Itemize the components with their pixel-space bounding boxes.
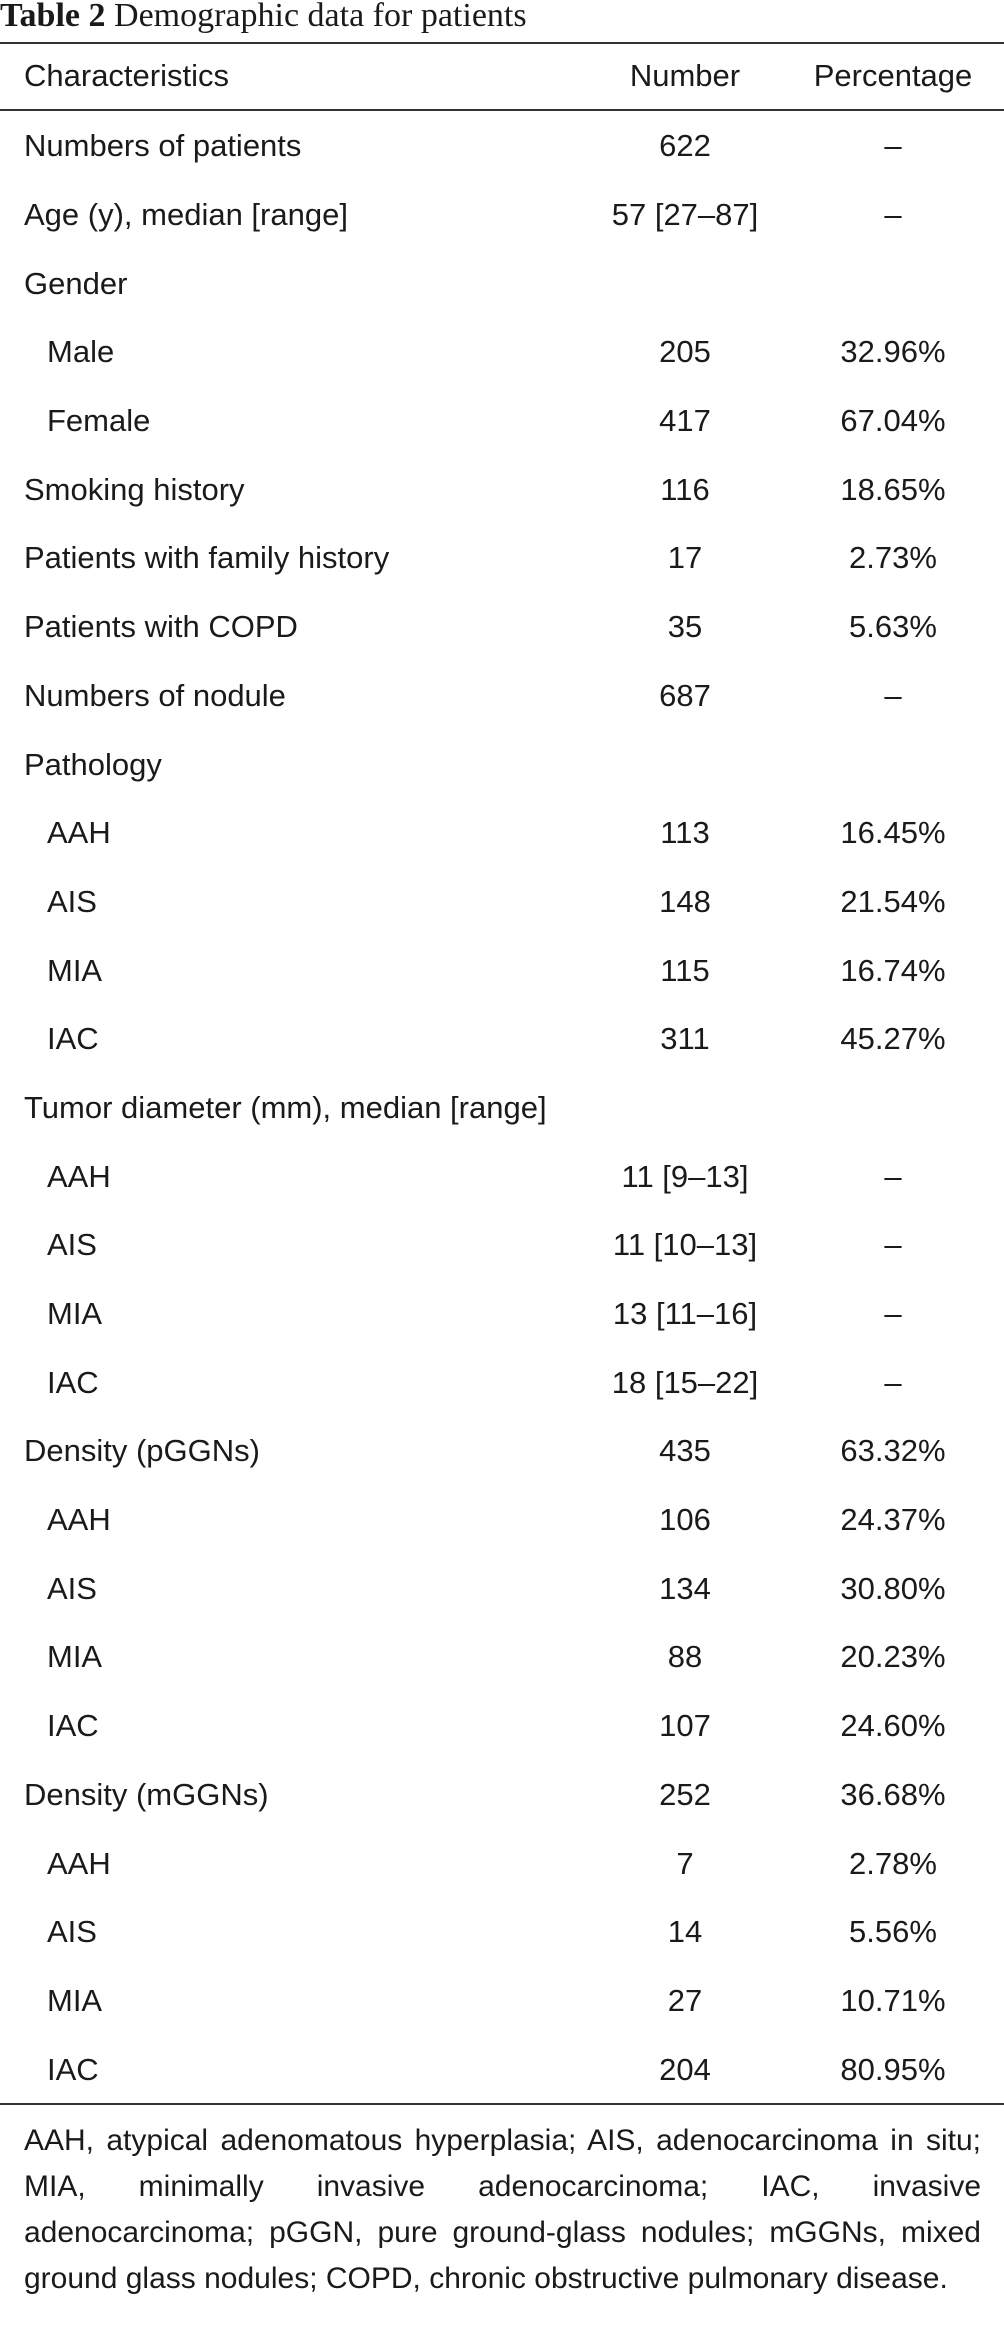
table-header-rule xyxy=(0,109,1004,111)
table-row xyxy=(0,387,1004,456)
row-characteristic: AIS xyxy=(47,1914,97,1950)
row-number: 106 xyxy=(659,1502,711,1538)
table-row xyxy=(0,1005,1004,1074)
header-characteristics: Characteristics xyxy=(24,58,229,93)
row-number xyxy=(560,1074,810,1143)
table-row xyxy=(0,112,1004,181)
row-characteristic: Pathology xyxy=(24,746,162,782)
table-caption-title: Demographic data for patients xyxy=(114,0,527,34)
row-percentage: 10.71% xyxy=(840,1982,946,2018)
row-percentage: 24.60% xyxy=(840,1708,946,1744)
row-number xyxy=(560,249,810,318)
table-row xyxy=(0,181,1004,250)
table-footnote: AAH, atypical adenomatous hyperplasia; AIS, adenocarcinoma in situ; MIA, minimally invasive adenocarcinoma; IAC, invasive adenocarcinoma; pGGN, pure ground-glass nodules; mGGNs, mixed ground glass nodules; COPD, chronic obstructive pulmonary disease. xyxy=(24,2124,981,2295)
table-row xyxy=(0,1623,1004,1692)
row-characteristic: IAC xyxy=(47,1708,99,1744)
row-number: 17 xyxy=(667,540,703,576)
row-characteristic: Age (y), median [range] xyxy=(24,197,348,233)
table-row xyxy=(0,593,1004,662)
table-row xyxy=(0,1898,1004,1967)
row-characteristic: AAH xyxy=(47,1845,111,1881)
table-row xyxy=(0,2035,1004,2104)
row-characteristic: IAC xyxy=(47,1364,99,1400)
table-caption-label: Table 2 xyxy=(0,0,106,34)
row-percentage: – xyxy=(884,128,902,164)
row-characteristic: Density (mGGNs) xyxy=(24,1776,269,1812)
row-number: 88 xyxy=(667,1639,703,1675)
row-number: 116 xyxy=(660,471,710,507)
row-percentage: – xyxy=(884,197,902,233)
row-characteristic: Numbers of nodule xyxy=(24,677,286,713)
row-characteristic: Patients with family history xyxy=(24,540,390,576)
row-percentage: 20.23% xyxy=(840,1639,946,1675)
header-percentage: Percentage xyxy=(813,58,973,93)
row-number: 622 xyxy=(659,128,711,164)
row-characteristic: MIA xyxy=(47,1639,103,1675)
row-number: 311 xyxy=(660,1021,710,1057)
row-characteristic: Male xyxy=(47,334,115,370)
table-row xyxy=(0,1280,1004,1349)
row-characteristic: MIA xyxy=(47,1296,103,1332)
table-bottom-rule xyxy=(0,2103,1004,2105)
table-row xyxy=(0,1486,1004,1555)
row-percentage: – xyxy=(884,1296,902,1332)
row-characteristic: Patients with COPD xyxy=(24,609,298,645)
row-characteristic: IAC xyxy=(47,1021,99,1057)
row-percentage: 80.95% xyxy=(840,2051,946,2087)
table-row xyxy=(0,1142,1004,1211)
row-percentage xyxy=(790,1074,996,1143)
row-percentage: – xyxy=(884,1227,902,1263)
row-percentage: – xyxy=(884,677,902,713)
row-number: 57 [27–87] xyxy=(611,197,759,233)
table-row xyxy=(0,868,1004,937)
row-number: 252 xyxy=(659,1776,711,1812)
table-row xyxy=(0,1074,1004,1143)
row-percentage: 5.63% xyxy=(849,609,937,645)
table-row xyxy=(0,1692,1004,1761)
row-percentage: 2.73% xyxy=(849,540,937,576)
row-number xyxy=(560,730,810,799)
table-row xyxy=(0,249,1004,318)
row-percentage: 24.37% xyxy=(840,1502,946,1538)
row-characteristic: IAC xyxy=(47,2051,99,2087)
table-row xyxy=(0,318,1004,387)
row-percentage: 32.96% xyxy=(840,334,946,370)
row-percentage: 45.27% xyxy=(840,1021,946,1057)
row-percentage: 18.65% xyxy=(840,471,946,507)
row-number: 148 xyxy=(659,883,711,919)
table-row xyxy=(0,662,1004,731)
table-row xyxy=(0,455,1004,524)
row-percentage: 16.45% xyxy=(840,815,946,851)
row-number: 204 xyxy=(659,2051,711,2087)
row-number: 687 xyxy=(659,677,711,713)
row-percentage: 67.04% xyxy=(840,403,946,439)
table-body xyxy=(0,112,1004,2104)
table-row xyxy=(0,1211,1004,1280)
row-characteristic: MIA xyxy=(47,1982,103,2018)
row-number: 13 [11–16] xyxy=(612,1296,758,1332)
row-percentage: 2.78% xyxy=(849,1845,937,1881)
row-characteristic: AAH xyxy=(47,815,111,851)
table-row xyxy=(0,1554,1004,1623)
row-number: 11 [10–13] xyxy=(612,1227,758,1263)
row-characteristic: AIS xyxy=(47,1570,97,1606)
row-number: 11 [9–13] xyxy=(621,1158,749,1194)
row-percentage: – xyxy=(884,1364,902,1400)
row-number: 7 xyxy=(676,1845,694,1881)
row-characteristic: Female xyxy=(47,403,151,439)
row-percentage: – xyxy=(884,1158,902,1194)
row-number: 205 xyxy=(659,334,711,370)
row-percentage: 36.68% xyxy=(840,1776,946,1812)
row-number: 113 xyxy=(660,815,710,851)
row-percentage xyxy=(790,730,996,799)
table-row xyxy=(0,1417,1004,1486)
row-characteristic: AIS xyxy=(47,1227,97,1263)
row-number: 18 [15–22] xyxy=(611,1364,759,1400)
table-row xyxy=(0,1829,1004,1898)
row-percentage: 16.74% xyxy=(840,952,946,988)
row-characteristic: Numbers of patients xyxy=(24,128,302,164)
row-characteristic: Density (pGGNs) xyxy=(24,1433,260,1469)
row-characteristic: AAH xyxy=(47,1158,111,1194)
table-row xyxy=(0,799,1004,868)
row-characteristic: Gender xyxy=(24,265,128,301)
row-characteristic: Smoking history xyxy=(24,471,245,507)
table-header xyxy=(0,44,1004,108)
table-header-row xyxy=(0,44,1004,108)
row-number: 134 xyxy=(659,1570,711,1606)
table-row xyxy=(0,1348,1004,1417)
table-row xyxy=(0,524,1004,593)
header-number: Number xyxy=(629,58,741,93)
row-number: 435 xyxy=(659,1433,711,1469)
row-number: 417 xyxy=(659,403,711,439)
row-number: 14 xyxy=(667,1914,703,1950)
table-row xyxy=(0,1967,1004,2036)
table-row xyxy=(0,1761,1004,1830)
row-percentage: 63.32% xyxy=(840,1433,946,1469)
row-characteristic: MIA xyxy=(47,952,103,988)
row-characteristic: AIS xyxy=(47,883,97,919)
row-characteristic: Tumor diameter (mm), median [range] xyxy=(24,1089,547,1125)
table-row xyxy=(0,730,1004,799)
row-number: 107 xyxy=(659,1708,711,1744)
row-characteristic: AAH xyxy=(47,1502,111,1538)
row-percentage: 21.54% xyxy=(840,883,946,919)
row-percentage xyxy=(790,249,996,318)
row-number: 35 xyxy=(667,609,703,645)
table-caption xyxy=(0,0,527,40)
row-number: 27 xyxy=(667,1982,703,2018)
row-percentage: 5.56% xyxy=(849,1914,937,1950)
row-percentage: 30.80% xyxy=(840,1570,946,1606)
table-row xyxy=(0,936,1004,1005)
row-number: 115 xyxy=(660,952,710,988)
